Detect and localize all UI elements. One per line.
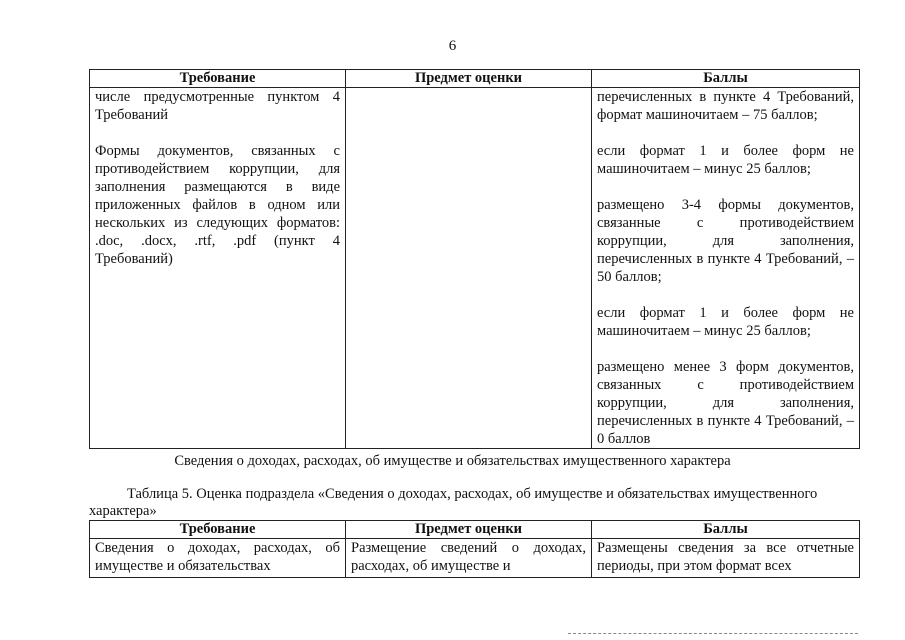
header-subject: Предмет оценки <box>346 70 592 88</box>
points-cell <box>592 539 860 578</box>
requirement-paragraph: числе предусмотренные пунктом 4 Требований <box>95 89 340 123</box>
section-heading: Сведения о доходах, расходах, об имуществе и обязательствах имущественного характера <box>174 453 731 469</box>
points-paragraph: размещено менее 3 форм документов, связанных с противодействием коррупции, для заполнения, перечисленных в пункте 4 Требований, – 0 баллов <box>597 359 854 447</box>
requirement-paragraph: Формы документов, связанных с противодействием коррупции, для заполнения размещаются в виде приложенных файлов в одном или нескольких из следующих форматов: .doc, .docx, .rtf, .pdf (пункт 4 Требований) <box>95 143 340 267</box>
subject-paragraph: Размещение сведений о доходах, расходах, об имуществе и <box>351 540 586 574</box>
points-cell <box>592 88 860 449</box>
requirement-paragraph: Сведения о доходах, расходах, об имуществе и обязательствах <box>95 540 340 574</box>
header-points: Баллы <box>592 521 860 539</box>
evaluation-table-5 <box>89 520 860 578</box>
footer-divider <box>568 633 858 634</box>
evaluation-table-continued <box>89 69 860 449</box>
points-paragraph: перечисленных в пункте 4 Требований, формат машиночитаем – 75 баллов; <box>597 89 854 123</box>
table-row <box>90 539 860 578</box>
points-paragraph: если формат 1 и более форм не машиночитаем – минус 25 баллов; <box>597 143 854 177</box>
header-points: Баллы <box>592 70 860 88</box>
requirement-cell <box>90 539 346 578</box>
header-subject: Предмет оценки <box>346 521 592 539</box>
requirement-cell <box>90 88 346 449</box>
table-header-row <box>90 521 860 539</box>
table-caption: Таблица 5. Оценка подраздела «Сведения о доходах, расходах, об имуществе и обязательствах имущественного характера» <box>89 486 818 519</box>
table-header-row <box>90 70 860 88</box>
points-paragraph: размещено 3-4 формы документов, связанные с противодействием коррупции, для заполнения, перечисленных в пункте 4 Требований, – 50 баллов; <box>597 197 854 285</box>
page-number: 6 <box>448 38 457 54</box>
points-paragraph: если формат 1 и более форм не машиночитаем – минус 25 баллов; <box>597 305 854 339</box>
subject-cell <box>346 539 592 578</box>
subject-cell <box>346 88 592 449</box>
points-paragraph: Размещены сведения за все отчетные периоды, при этом формат всех <box>597 540 854 574</box>
table-row <box>90 88 860 449</box>
header-requirement: Требование <box>90 70 346 88</box>
header-requirement: Требование <box>90 521 346 539</box>
